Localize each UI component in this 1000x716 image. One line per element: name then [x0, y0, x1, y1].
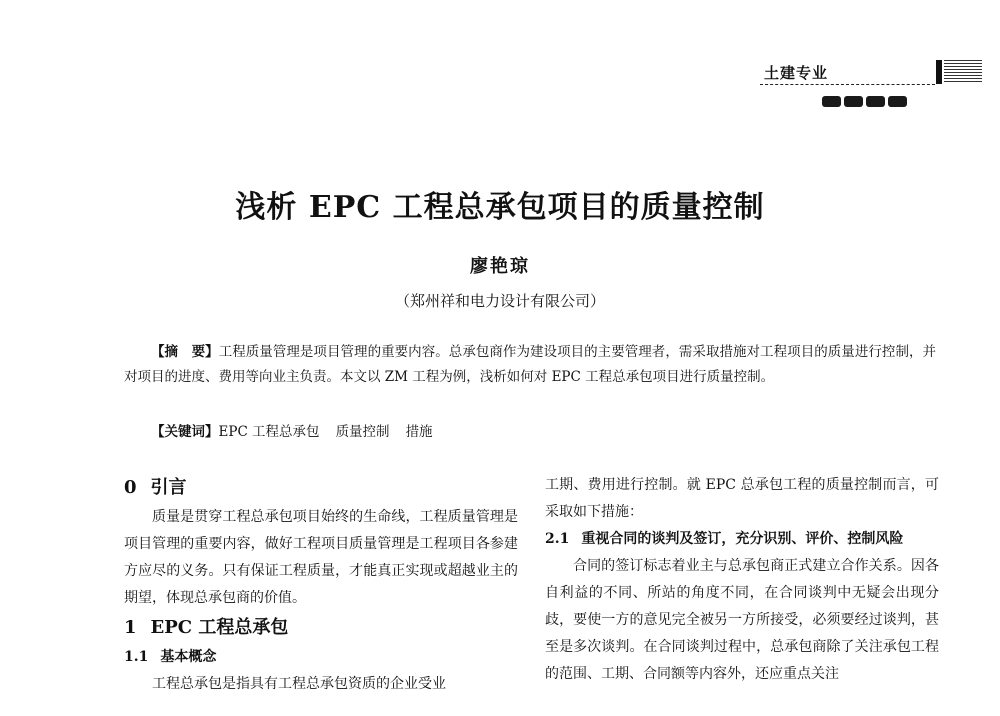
subsection-number: 2.1 [545, 531, 570, 547]
journal-logo [822, 92, 910, 111]
author-name: 廖艳琼 [470, 256, 530, 277]
keyword-item: EPC 工程总承包 [218, 424, 320, 440]
right-column [545, 472, 939, 688]
section-heading-intro [124, 472, 518, 504]
author-affiliation: （郑州祥和电力设计有限公司） [394, 292, 605, 310]
paper-title: 浅析 EPC 工程总承包项目的质量控制 [235, 190, 765, 225]
left-column [124, 472, 518, 698]
section-tag: 土建专业 [764, 64, 829, 82]
section-number: 0 [124, 477, 137, 498]
subsection-heading-concept [124, 644, 518, 671]
logo-block [844, 96, 863, 107]
section-heading-epc [124, 612, 518, 644]
header-divider [760, 84, 935, 85]
section-title: 引言 [150, 477, 187, 498]
keywords [151, 420, 449, 440]
corner-stripes [944, 60, 982, 84]
logo-block [866, 96, 885, 107]
subsection-heading-contract [545, 526, 939, 553]
concept-paragraph: 工程总承包是指具有工程总承包资质的企业受业 [152, 676, 446, 692]
continued-paragraph: 工期、费用进行控制。就 EPC 总承包工程的质量控制而言，可采取如下措施： [545, 477, 939, 520]
subsection-title: 基本概念 [160, 649, 217, 665]
keyword-item: 措施 [405, 424, 433, 440]
corner-bar [936, 60, 942, 84]
section-number: 1 [124, 617, 137, 638]
keyword-item: 质量控制 [335, 424, 390, 440]
keywords-label: 【关键词】 [151, 424, 219, 440]
contract-paragraph: 合同的签订标志着业主与总承包商正式建立合作关系。因各自利益的不同、所站的角度不同，在合同谈判中无疑会出现分歧，要使一方的意见完全被另一方所接受，必须要经过谈判，甚至是多次谈判。在合同谈判过程中，总承包商除了关注承包工程的范围、工期、合同额等内容外，还应重点关注 [545, 558, 939, 682]
abstract-text: 工程质量管理是项目管理的重要内容。总承包商作为建设项目的主要管理者，需采取措施对工程项目的质量进行控制，并对项目的进度、费用等向业主负责。本文以 ZM 工程为例，浅析如何对 EPC 工程总承包项目进行质量控制。 [124, 344, 937, 385]
subsection-number: 1.1 [124, 649, 149, 665]
logo-block [822, 96, 841, 107]
abstract [124, 340, 936, 390]
intro-paragraph: 质量是贯穿工程总承包项目始终的生命线，工程质量管理是项目管理的重要内容，做好工程项目质量管理是工程项目各参建方应尽的义务。只有保证工程质量，才能真正实现或超越业主的期望，体现总承包商的价值。 [124, 509, 518, 606]
logo-block [888, 96, 907, 107]
subsection-title: 重视合同的谈判及签订，充分识别、评价、控制风险 [581, 531, 904, 547]
abstract-label: 【摘 要】 [151, 344, 219, 360]
section-title: EPC 工程总承包 [150, 617, 289, 638]
